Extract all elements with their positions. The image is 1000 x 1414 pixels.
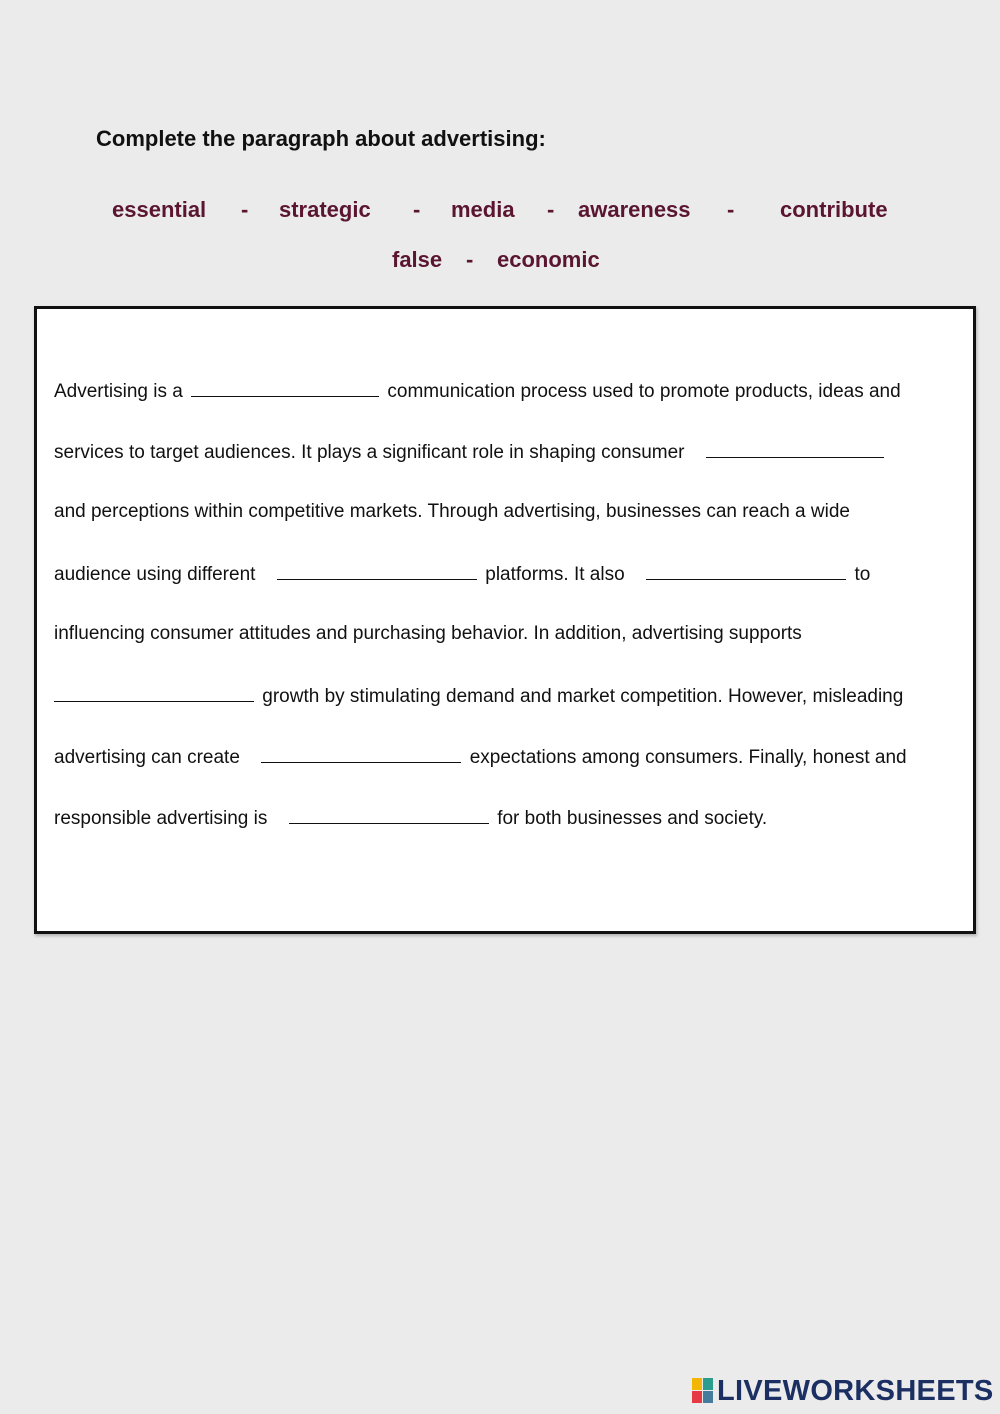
liveworksheets-logo	[692, 1375, 994, 1407]
line-text: for both businesses and society.	[497, 808, 768, 829]
line-text: audience using different	[54, 564, 256, 585]
line-text: to	[854, 564, 871, 585]
paragraph-line	[54, 561, 870, 587]
word-bank-item: economic	[497, 247, 600, 272]
word-bank-item: strategic	[279, 197, 371, 222]
line-text: platforms. It also	[485, 564, 625, 585]
answer-blank-4[interactable]	[646, 561, 846, 580]
instruction-heading: Complete the paragraph about advertising:	[96, 126, 546, 151]
word-bank-item: contribute	[780, 197, 888, 222]
logo-mark-icon	[692, 1378, 714, 1404]
word-separator: -	[466, 247, 474, 272]
word-bank-item: awareness	[578, 197, 691, 222]
answer-blank-2[interactable]	[706, 439, 884, 458]
answer-blank-1[interactable]	[191, 378, 379, 397]
line-text: responsible advertising is	[54, 808, 268, 829]
word-bank-item: false	[392, 247, 443, 272]
paragraph-line	[54, 622, 802, 646]
line-text: communication process used to promote products, ideas and	[387, 381, 901, 402]
paragraph-panel	[34, 306, 976, 934]
paragraph-line	[54, 439, 887, 465]
word-separator: -	[727, 197, 735, 222]
line-text: growth by stimulating demand and market competition. However, misleading	[262, 686, 904, 707]
line-text: influencing consumer attitudes and purchasing behavior. In addition, advertising supports	[54, 623, 802, 644]
paragraph-line	[54, 500, 850, 524]
word-separator: -	[241, 197, 249, 222]
line-text: expectations among consumers. Finally, honest and	[469, 747, 907, 768]
line-text: advertising can create	[54, 747, 240, 768]
paragraph-line	[54, 378, 901, 404]
answer-blank-6[interactable]	[261, 744, 461, 763]
line-text: services to target audiences. It plays a significant role in shaping consumer	[54, 442, 685, 463]
word-separator: -	[547, 197, 555, 222]
word-separator: -	[413, 197, 421, 222]
answer-blank-3[interactable]	[277, 561, 477, 580]
line-text: and perceptions within competitive markets. Through advertising, businesses can reach a wide	[54, 501, 850, 522]
logo-text: LIVEWORKSHEETS	[717, 1374, 994, 1407]
word-bank-item: essential	[112, 197, 207, 222]
word-bank-item: media	[451, 197, 515, 222]
answer-blank-7[interactable]	[289, 805, 489, 824]
line-text: Advertising is a	[54, 381, 183, 402]
paragraph-line	[54, 744, 907, 770]
paragraph-line	[54, 683, 903, 709]
paragraph-line	[54, 805, 767, 831]
answer-blank-5[interactable]	[54, 683, 254, 702]
